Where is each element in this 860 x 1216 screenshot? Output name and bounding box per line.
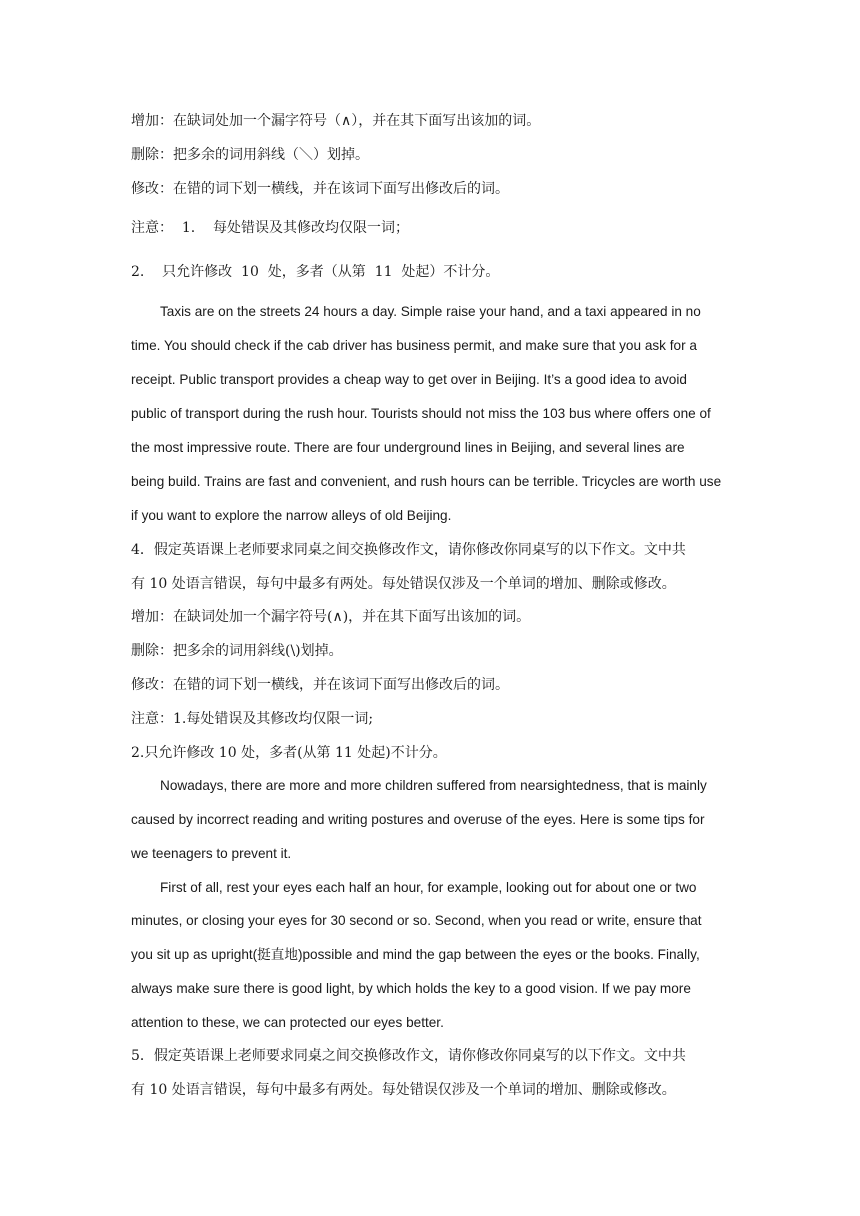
passage-line: attention to these, we can protected our eyes better. — [131, 1015, 444, 1030]
q4-rule-add: 增加：在缺词处加一个漏字符号(∧)，并在其下面写出该加的词。 — [131, 609, 531, 625]
rule-delete-line: 删除：把多余的词用斜线（＼）划掉。 — [131, 147, 369, 163]
q5-intro-line-2: 有 10 处语言错误，每句中最多有两处。每处错误仅涉及一个单词的增加、删除或修改。 — [131, 1082, 676, 1098]
passage-line: caused by incorrect reading and writing postures and overuse of the eyes. Here is some tips for — [131, 812, 705, 827]
passage-line: time. You should check if the cab driver has business permit, and make sure that you ask for a — [131, 338, 697, 353]
passage-line: if you want to explore the narrow alleys of old Beijing. — [131, 508, 452, 523]
q4-intro-line-2: 有 10 处语言错误，每句中最多有两处。每处错误仅涉及一个单词的增加、删除或修改。 — [131, 576, 676, 592]
q4-note-2: 2.只允许修改 10 处，多者(从第 11 处起)不计分。 — [131, 745, 447, 761]
rule-modify-line: 修改：在错的词下划一横线，并在该词下面写出修改后的词。 — [131, 181, 509, 197]
q4-rule-modify: 修改：在错的词下划一横线，并在该词下面写出修改后的词。 — [131, 677, 509, 693]
q4-rule-delete: 删除：把多余的词用斜线(\)划掉。 — [131, 643, 343, 659]
passage-line: we teenagers to prevent it. — [131, 846, 292, 861]
passage-line: minutes, or closing your eyes for 30 second or so. Second, when you read or write, ensure that — [131, 913, 702, 928]
note-line-2: 2. 只允许修改 10 处，多者（从第 11 处起）不计分。 — [131, 264, 500, 280]
passage-line: First of all, rest your eyes each half an hour, for example, looking out for about one or two — [160, 880, 697, 895]
q4-note-1: 注意：1.每处错误及其修改均仅限一词; — [131, 711, 374, 727]
passage-line: being build. Trains are fast and convenient, and rush hours can be terrible. Tricycles are worth use — [131, 474, 722, 489]
passage-line: Nowadays, there are more and more children suffered from nearsightedness, that is mainly — [160, 778, 707, 793]
passage-line: the most impressive route. There are four underground lines in Beijing, and several lines are — [131, 440, 685, 455]
q4-intro-line-1: 4．假定英语课上老师要求同桌之间交换修改作文，请你修改你同桌写的以下作文。文中共 — [131, 542, 686, 558]
rule-add-line: 增加：在缺词处加一个漏字符号（∧），并在其下面写出该加的词。 — [131, 113, 541, 129]
passage-line: you sit up as upright(挺直地)possible and mind the gap between the eyes or the books. Finally, — [131, 947, 700, 962]
note-line-1: 注意： 1. 每处错误及其修改均仅限一词； — [131, 220, 410, 236]
passage-line: public of transport during the rush hour. Tourists should not miss the 103 bus where offers one of — [131, 406, 711, 421]
passage-line: always make sure there is good light, by which holds the key to a good vision. If we pay more — [131, 981, 691, 996]
q5-intro-line-1: 5．假定英语课上老师要求同桌之间交换修改作文，请你修改你同桌写的以下作文。文中共 — [131, 1048, 686, 1064]
passage-line: Taxis are on the streets 24 hours a day. Simple raise your hand, and a taxi appeared in no — [160, 304, 701, 319]
passage-line: receipt. Public transport provides a cheap way to get over in Beijing. It’s a good idea to avoid — [131, 372, 687, 387]
